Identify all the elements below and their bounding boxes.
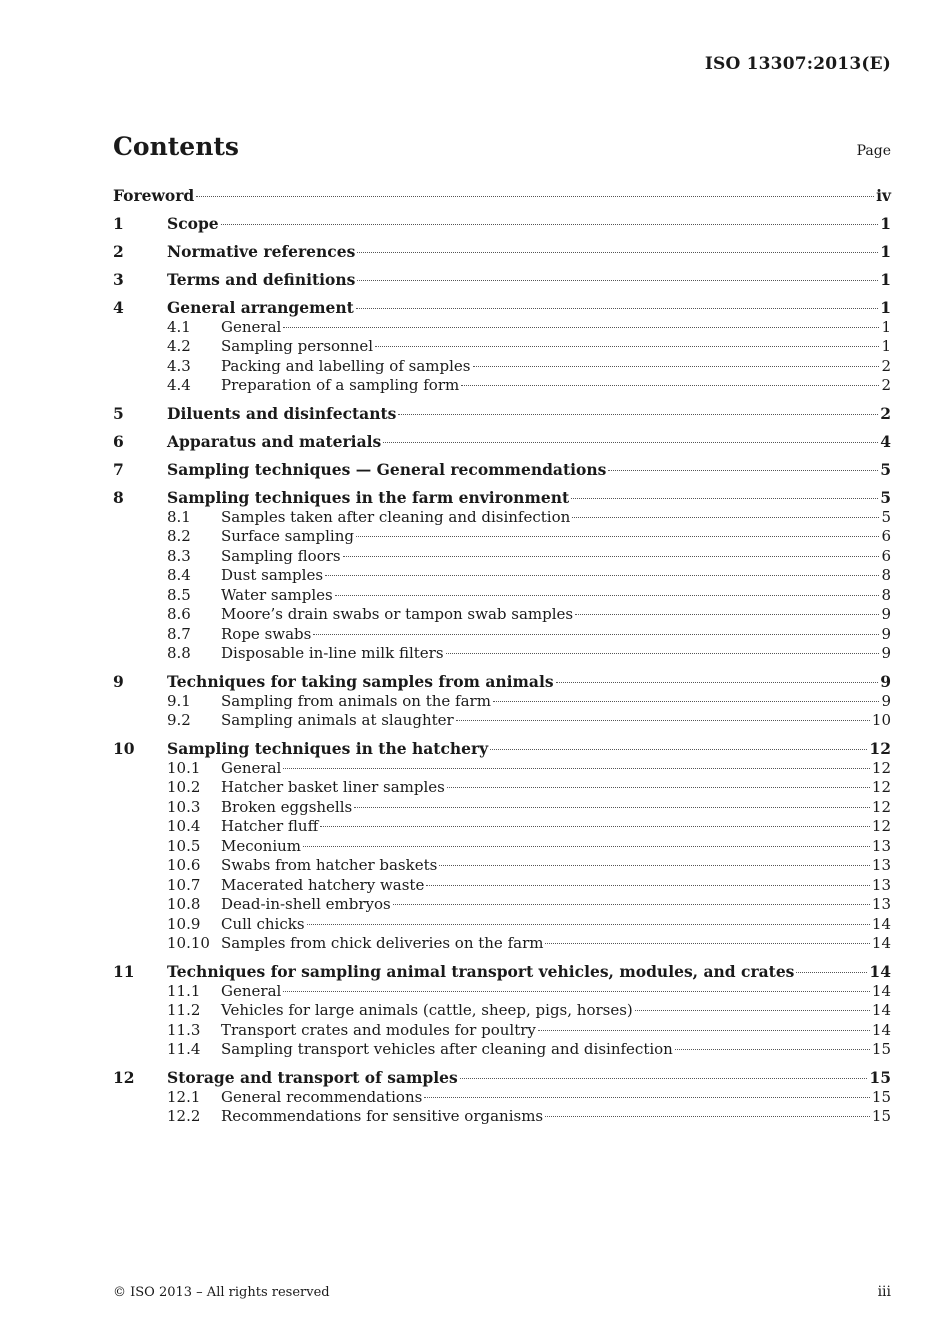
toc-subentry-label: Dead-in-shell embryos (221, 895, 391, 913)
toc-entry-number: 9 (113, 672, 124, 691)
toc-entry-number: 4 (113, 298, 124, 317)
toc-entry-page: 5 (880, 488, 891, 507)
dot-leader (375, 346, 879, 347)
toc-subentry-number: 10.8 (167, 895, 201, 913)
toc-subentry[interactable] (113, 934, 891, 954)
toc-subentry[interactable] (113, 895, 891, 915)
toc-section (113, 962, 891, 1060)
toc-subentry-label: Broken eggshells (221, 797, 353, 816)
toc-subentry-label: Moore’s drain swabs or tampon swab samples (221, 605, 574, 623)
document-id: ISO 13307:2013(E) (704, 54, 891, 74)
toc-subentry-label: Vehicles for large animals (cattle, sheep, pigs, horses) (221, 1001, 633, 1019)
dot-leader (439, 865, 870, 866)
toc-subentry-label: Cull chicks (221, 914, 305, 933)
toc-subentry-page: 12 (871, 817, 891, 835)
toc-subentry-page: 13 (871, 856, 891, 874)
toc-subentry-label: Samples taken after cleaning and disinfection (221, 507, 571, 526)
toc-subentry[interactable] (113, 982, 891, 1002)
toc-entry-page: iv (876, 186, 891, 205)
toc-subentry-label: Sampling personnel (221, 337, 374, 355)
toc-entry-label: Diluents and disinfectants (167, 404, 397, 423)
toc-entry-number: 6 (113, 432, 124, 451)
toc-subentry-number: 8.4 (167, 566, 191, 584)
toc-section (113, 1068, 891, 1127)
toc-subentry-label: Hatcher basket liner samples (221, 778, 445, 796)
toc-subentry-page: 13 (871, 895, 891, 913)
footer-page-number: iii (877, 1284, 891, 1300)
dot-leader (221, 224, 879, 225)
toc-subentry-label: Sampling animals at slaughter (221, 711, 454, 729)
toc-subentry-page: 2 (881, 376, 891, 394)
toc-entry-page: 14 (869, 962, 891, 981)
toc-subentry-page: 9 (881, 624, 891, 643)
toc-subentry[interactable] (113, 778, 891, 798)
toc-subentry-number: 9.2 (167, 711, 191, 729)
toc-subentry[interactable] (113, 376, 891, 396)
toc-subentry-number: 11.1 (167, 981, 201, 1000)
dot-leader (426, 885, 870, 886)
dot-leader (635, 1010, 870, 1011)
toc-subentry[interactable] (113, 605, 891, 625)
footer-copyright: © ISO 2013 – All rights reserved (113, 1285, 330, 1300)
toc-entry-page: 4 (880, 432, 891, 451)
toc-section (113, 270, 891, 290)
toc-subentry-number: 12.1 (167, 1087, 201, 1106)
toc-section (113, 739, 891, 954)
toc-entry[interactable] (113, 404, 891, 424)
toc-subentry-page: 12 (871, 797, 891, 816)
toc-subentry-label: Macerated hatchery waste (221, 875, 425, 894)
dot-leader (196, 196, 874, 197)
dot-leader (456, 720, 870, 721)
toc-subentry[interactable] (113, 1001, 891, 1021)
toc-subentry-number: 10.10 (167, 934, 210, 952)
dot-leader (303, 846, 870, 847)
dot-leader (357, 280, 878, 281)
toc-subentry-label: Recommendations for sensitive organisms (221, 1107, 544, 1125)
toc-section (113, 214, 891, 234)
dot-leader (575, 614, 879, 615)
toc-subentry[interactable] (113, 337, 891, 357)
dot-leader (545, 943, 869, 944)
toc-subentry[interactable] (113, 876, 891, 896)
toc-entry-number: 8 (113, 488, 124, 507)
toc-subentry[interactable] (113, 798, 891, 818)
dot-leader (354, 807, 870, 808)
toc-entry-page: 9 (880, 672, 891, 691)
toc-entry-page: 1 (880, 298, 891, 317)
toc-subentry-page: 12 (871, 778, 891, 796)
toc-entry[interactable] (113, 672, 891, 692)
toc-subentry[interactable] (113, 711, 891, 731)
toc-subentry-page: 5 (881, 507, 891, 526)
toc-entry[interactable] (113, 298, 891, 318)
toc-subentry-number: 10.1 (167, 758, 201, 777)
toc-entry-label: General arrangement (167, 298, 354, 317)
toc-subentry-page: 9 (881, 691, 891, 710)
dot-leader (446, 653, 880, 654)
toc-entry-label: Normative references (167, 242, 356, 261)
toc-entry[interactable] (113, 962, 891, 982)
toc-subentry[interactable] (113, 692, 891, 712)
toc-subentry[interactable] (113, 837, 891, 857)
toc-subentry-page: 10 (871, 711, 891, 729)
toc-subentry-label: Transport crates and modules for poultry (221, 1020, 536, 1039)
toc-entry-label: Sampling techniques in the farm environment (167, 488, 570, 507)
toc-subentry[interactable] (113, 856, 891, 876)
toc-subentry[interactable] (113, 318, 891, 338)
dot-leader (424, 1097, 870, 1098)
toc-entry-number: 12 (113, 1068, 135, 1087)
toc-subentry-label: Swabs from hatcher baskets (221, 856, 438, 874)
toc-subentry-page: 9 (881, 605, 891, 623)
toc-entry-page: 1 (880, 270, 891, 289)
toc-subentry-label: Samples from chick deliveries on the farm (221, 934, 544, 952)
dot-leader (571, 498, 878, 499)
toc-subentry-label: Hatcher fluff (221, 817, 319, 835)
toc-subentry-number: 12.2 (167, 1107, 201, 1125)
toc-foreword (113, 186, 891, 206)
toc-subentry-page: 1 (881, 317, 891, 336)
dot-leader (335, 595, 880, 596)
toc-subentry[interactable] (113, 644, 891, 664)
dot-leader (283, 991, 870, 992)
toc-entry-number: 1 (113, 214, 124, 233)
dot-leader (283, 327, 879, 328)
toc-subentry-number: 8.5 (167, 585, 191, 604)
dot-leader (608, 470, 878, 471)
page-column-label: Page (856, 143, 891, 159)
dot-leader (460, 1078, 868, 1079)
dot-leader (538, 1030, 870, 1031)
toc-subentry-number: 4.3 (167, 356, 191, 375)
toc-entry-label: Sampling techniques — General recommendations (167, 460, 607, 479)
dot-leader (398, 414, 878, 415)
toc-subentry-number: 8.8 (167, 644, 191, 662)
toc-entry-label: Terms and definitions (167, 270, 356, 289)
toc-entry[interactable] (113, 242, 891, 262)
toc-entry-number: 7 (113, 460, 124, 479)
toc-subentry[interactable] (113, 759, 891, 779)
toc-entry-foreword[interactable] (113, 186, 891, 206)
toc-subentry-page: 6 (881, 527, 891, 545)
dot-leader (796, 972, 867, 973)
dot-leader (545, 1116, 870, 1117)
toc-entry[interactable] (113, 739, 891, 759)
toc-subentry-page: 14 (871, 914, 891, 933)
toc-section (113, 460, 891, 480)
toc-entry[interactable] (113, 214, 891, 234)
toc-subentry-number: 11.4 (167, 1040, 201, 1058)
dot-leader (383, 442, 878, 443)
toc-subentry-page: 14 (871, 934, 891, 952)
toc-subentry[interactable] (113, 1040, 891, 1060)
toc-entry[interactable] (113, 488, 891, 508)
dot-leader (393, 904, 870, 905)
dot-leader (490, 749, 867, 750)
toc-entry-label: Techniques for sampling animal transport vehicles, modules, and crates (167, 962, 795, 981)
toc-subentry[interactable] (113, 586, 891, 606)
toc-subentry-number: 11.3 (167, 1020, 201, 1039)
toc-subentry[interactable] (113, 1107, 891, 1127)
toc-subentry[interactable] (113, 547, 891, 567)
toc-entry-page: 5 (880, 460, 891, 479)
toc-subentry-number: 8.1 (167, 507, 191, 526)
toc-subentry-page: 14 (871, 1001, 891, 1019)
toc-subentry-number: 4.1 (167, 317, 191, 336)
toc-entry-page: 12 (869, 739, 891, 758)
toc-subentry-number: 10.5 (167, 836, 201, 855)
toc-subentry-number: 10.4 (167, 817, 201, 835)
dot-leader (447, 787, 870, 788)
table-of-contents (113, 186, 891, 1135)
toc-entry-number: 5 (113, 404, 124, 423)
toc-subentry-number: 10.7 (167, 875, 201, 894)
toc-subentry-label: Dust samples (221, 566, 324, 584)
toc-sections (113, 214, 891, 1127)
toc-subentry-page: 9 (881, 644, 891, 662)
toc-subentry-label: Disposable in-line milk filters (221, 644, 444, 662)
toc-entry[interactable] (113, 1068, 891, 1088)
dot-leader (307, 924, 870, 925)
dot-leader (283, 768, 870, 769)
dot-leader (461, 385, 879, 386)
dot-leader (473, 366, 880, 367)
dot-leader (320, 826, 870, 827)
toc-subentry-number: 10.6 (167, 856, 201, 874)
toc-entry-label: Storage and transport of samples (167, 1068, 458, 1087)
toc-subentry-label: Preparation of a sampling form (221, 376, 460, 394)
toc-subentry-label: General (221, 981, 282, 1000)
toc-subentry-number: 4.2 (167, 337, 191, 355)
toc-subentry-number: 8.7 (167, 624, 191, 643)
toc-entry-number: 2 (113, 242, 124, 261)
page-title: Contents (113, 132, 240, 161)
dot-leader (343, 556, 880, 557)
toc-subentry-label: Rope swabs (221, 624, 312, 643)
toc-subentry[interactable] (113, 915, 891, 935)
toc-subentry-page: 14 (871, 1020, 891, 1039)
toc-subentry-label: General recommendations (221, 1087, 423, 1106)
toc-subentry-number: 11.2 (167, 1001, 201, 1019)
toc-subentry-page: 14 (871, 981, 891, 1000)
dot-leader (493, 701, 880, 702)
toc-section (113, 432, 891, 452)
toc-subentry-page: 2 (881, 356, 891, 375)
dot-leader (356, 536, 879, 537)
toc-subentry-label: Surface sampling (221, 527, 354, 545)
toc-entry-page: 2 (880, 404, 891, 423)
toc-subentry-label: Sampling transport vehicles after cleaning and disinfection (221, 1040, 673, 1058)
toc-entry-label: Apparatus and materials (167, 432, 382, 451)
toc-subentry-page: 13 (871, 836, 891, 855)
toc-subentry-page: 13 (871, 875, 891, 894)
toc-subentry-page: 6 (881, 546, 891, 565)
dot-leader (313, 634, 879, 635)
toc-entry[interactable] (113, 432, 891, 452)
toc-subentry-page: 12 (871, 758, 891, 777)
toc-entry-page: 15 (869, 1068, 891, 1087)
toc-subentry-label: General (221, 317, 282, 336)
toc-subentry[interactable] (113, 1021, 891, 1041)
toc-subentry-number: 10.3 (167, 797, 201, 816)
toc-entry-label: Foreword (113, 186, 195, 205)
toc-subentry[interactable] (113, 625, 891, 645)
toc-section (113, 298, 891, 396)
toc-section (113, 488, 891, 664)
toc-subentry-number: 9.1 (167, 691, 191, 710)
toc-subentry-number: 8.2 (167, 527, 191, 545)
toc-subentry[interactable] (113, 566, 891, 586)
toc-entry-page: 1 (880, 214, 891, 233)
toc-subentry[interactable] (113, 508, 891, 528)
toc-subentry-label: Water samples (221, 585, 333, 604)
toc-subentry[interactable] (113, 527, 891, 547)
toc-subentry-page: 8 (881, 585, 891, 604)
toc-entry-number: 11 (113, 962, 135, 981)
toc-entry-label: Sampling techniques in the hatchery (167, 739, 489, 758)
toc-subentry-page: 15 (871, 1107, 891, 1125)
toc-entry-label: Techniques for taking samples from animals (167, 672, 554, 691)
toc-subentry[interactable] (113, 1088, 891, 1108)
toc-subentry-label: Sampling floors (221, 546, 341, 565)
toc-entry[interactable] (113, 270, 891, 290)
dot-leader (556, 682, 879, 683)
dot-leader (675, 1049, 870, 1050)
toc-subentry-label: Meconium (221, 836, 302, 855)
toc-entry-number: 10 (113, 739, 135, 758)
toc-subentry-number: 10.9 (167, 914, 201, 933)
toc-entry-number: 3 (113, 270, 124, 289)
toc-entry[interactable] (113, 460, 891, 480)
toc-subentry-page: 8 (881, 566, 891, 584)
toc-subentry[interactable] (113, 817, 891, 837)
dot-leader (325, 575, 879, 576)
toc-subentry-label: General (221, 758, 282, 777)
toc-subentry-label: Sampling from animals on the farm (221, 691, 491, 710)
toc-subentry-number: 10.2 (167, 778, 201, 796)
toc-subentry-label: Packing and labelling of samples (221, 356, 471, 375)
toc-subentry-page: 15 (871, 1087, 891, 1106)
toc-section (113, 242, 891, 262)
toc-subentry-page: 1 (881, 337, 891, 355)
dot-leader (357, 252, 878, 253)
toc-subentry-number: 4.4 (167, 376, 191, 394)
toc-subentry-page: 15 (871, 1040, 891, 1058)
toc-subentry-number: 8.3 (167, 546, 191, 565)
dot-leader (356, 308, 878, 309)
toc-section (113, 672, 891, 731)
toc-entry-page: 1 (880, 242, 891, 261)
toc-subentry[interactable] (113, 357, 891, 377)
dot-leader (572, 517, 879, 518)
toc-entry-label: Scope (167, 214, 219, 233)
toc-subentry-number: 8.6 (167, 605, 191, 623)
toc-section (113, 404, 891, 424)
